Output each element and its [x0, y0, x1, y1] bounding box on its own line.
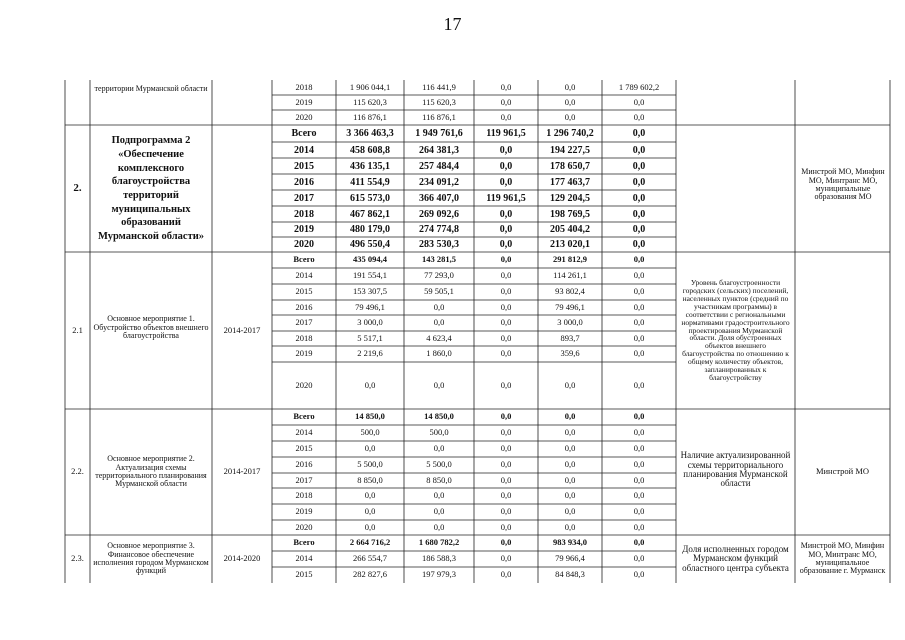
- value-cell: 79 496,1: [355, 301, 385, 312]
- value-cell: 234 091,2: [419, 176, 459, 188]
- value-cell: 0,0: [499, 176, 513, 188]
- m23-number: 2.3.: [71, 553, 84, 564]
- value-cell: 0,0: [633, 443, 645, 454]
- sub2-number: 2.: [73, 182, 82, 195]
- year-cell: 2019: [295, 506, 313, 517]
- value-cell: 0,0: [632, 208, 646, 220]
- value-cell: 0,0: [564, 411, 576, 422]
- value-cell: 115 620,3: [422, 96, 456, 107]
- year-cell: 2016: [295, 459, 313, 470]
- value-cell: 0,0: [500, 317, 512, 328]
- value-cell: 5 500,0: [426, 459, 452, 470]
- value-cell: 0,0: [633, 254, 645, 265]
- value-cell: 0,0: [564, 490, 576, 501]
- value-cell: 153 307,5: [353, 286, 387, 297]
- value-cell: 0,0: [632, 128, 646, 139]
- value-cell: 1 860,0: [426, 348, 452, 359]
- value-cell: 0,0: [632, 192, 646, 204]
- value-cell: 496 550,4: [350, 239, 390, 250]
- value-cell: 0,0: [633, 490, 645, 501]
- value-cell: 0,0: [633, 111, 645, 122]
- year-cell: Всего: [291, 128, 317, 139]
- page-number: 17: [443, 14, 462, 34]
- value-cell: 143 281,5: [422, 254, 456, 265]
- value-cell: 0,0: [564, 379, 576, 390]
- year-cell: 2019: [295, 348, 313, 359]
- year-cell: 2014: [295, 427, 313, 438]
- value-cell: 4 623,4: [426, 332, 452, 343]
- value-cell: 0,0: [500, 474, 512, 485]
- value-cell: 0,0: [633, 411, 645, 422]
- value-cell: 500,0: [360, 427, 380, 438]
- value-cell: 198 769,5: [550, 208, 590, 220]
- value-cell: 2 219,6: [357, 348, 383, 359]
- value-cell: 0,0: [564, 459, 576, 470]
- value-cell: 79 496,1: [555, 301, 585, 312]
- value-cell: 0,0: [364, 379, 376, 390]
- m22-number: 2.2.: [71, 466, 84, 477]
- m21-period: 2014-2017: [223, 324, 261, 335]
- year-cell: 2020: [295, 111, 313, 122]
- value-cell: 59 505,1: [424, 286, 454, 297]
- value-cell: 266 554,7: [353, 553, 387, 564]
- year-cell: Всего: [293, 254, 315, 265]
- value-cell: 0,0: [632, 224, 646, 235]
- value-cell: 0,0: [564, 96, 576, 107]
- m22-indicator: Наличие актуализированной схемы территориального планирования Мурманской области: [680, 450, 791, 489]
- value-cell: 213 020,1: [550, 239, 590, 250]
- year-cell: 2018: [295, 332, 313, 343]
- value-cell: 14 850,0: [424, 411, 454, 422]
- value-cell: 0,0: [564, 427, 576, 438]
- value-cell: 93 802,4: [555, 286, 585, 297]
- value-cell: 0,0: [499, 160, 513, 172]
- value-cell: 0,0: [433, 317, 445, 328]
- value-cell: 0,0: [500, 553, 512, 564]
- value-cell: 0,0: [500, 332, 512, 343]
- value-cell: 0,0: [500, 286, 512, 297]
- value-cell: 436 135,1: [350, 160, 390, 172]
- year-cell: 2020: [294, 239, 314, 250]
- value-cell: 197 979,3: [422, 569, 456, 580]
- value-cell: 0,0: [632, 176, 646, 188]
- value-cell: 0,0: [364, 490, 376, 501]
- value-cell: 0,0: [500, 490, 512, 501]
- year-cell: 2017: [294, 192, 314, 204]
- value-cell: 0,0: [500, 537, 512, 548]
- m21-name: Основное мероприятие 1. Обустройство объектов внешнего благоустройства: [93, 314, 209, 341]
- value-cell: 0,0: [564, 81, 576, 92]
- year-cell: 2017: [295, 317, 313, 328]
- year-cell: 2015: [295, 443, 313, 454]
- year-cell: 2019: [294, 224, 314, 235]
- m22-period: 2014-2017: [223, 466, 261, 477]
- m23-name: Основное мероприятие 3. Финансовое обеспечение исполнения городом Мурманском функций: [93, 541, 209, 576]
- value-cell: 0,0: [364, 506, 376, 517]
- value-cell: 115 620,3: [353, 96, 387, 107]
- value-cell: 177 463,7: [550, 176, 590, 188]
- value-cell: 0,0: [633, 317, 645, 328]
- value-cell: 0,0: [633, 553, 645, 564]
- year-cell: 2019: [295, 96, 313, 107]
- value-cell: 0,0: [500, 254, 512, 265]
- value-cell: 2 664 716,2: [349, 537, 391, 548]
- value-cell: 0,0: [633, 348, 645, 359]
- year-cell: 2020: [295, 379, 313, 390]
- value-cell: 0,0: [633, 537, 645, 548]
- value-cell: 458 608,8: [350, 144, 390, 156]
- value-cell: 0,0: [564, 111, 576, 122]
- value-cell: 0,0: [633, 521, 645, 532]
- value-cell: 77 293,0: [424, 270, 454, 281]
- year-cell: 2014: [295, 270, 313, 281]
- value-cell: 129 204,5: [550, 192, 590, 204]
- value-cell: 0,0: [633, 379, 645, 390]
- year-cell: 2014: [294, 144, 314, 156]
- sub2-name: Подпрограмма 2 «Обеспечение комплексного благоустройства территорий муниципальных образований Мурманской области»: [97, 135, 205, 242]
- value-cell: 194 227,5: [550, 144, 590, 156]
- value-cell: 359,6: [560, 348, 580, 359]
- year-cell: 2015: [295, 286, 313, 297]
- value-cell: 0,0: [564, 506, 576, 517]
- value-cell: 0,0: [364, 443, 376, 454]
- value-cell: 0,0: [433, 521, 445, 532]
- value-cell: 0,0: [364, 521, 376, 532]
- year-cell: 2020: [295, 521, 313, 532]
- year-cell: Всего: [293, 411, 315, 422]
- year-cell: 2018: [295, 490, 313, 501]
- value-cell: 411 554,9: [350, 176, 390, 188]
- value-cell: 0,0: [633, 569, 645, 580]
- m22-executors: Минстрой МО: [815, 466, 870, 477]
- value-cell: 282 827,6: [353, 569, 387, 580]
- m21-number: 2.1: [72, 324, 83, 335]
- value-cell: 116 876,1: [353, 111, 387, 122]
- value-cell: 116 441,9: [422, 81, 456, 92]
- value-cell: 178 650,7: [550, 160, 590, 172]
- value-cell: 84 848,3: [555, 569, 585, 580]
- year-cell: 2018: [295, 81, 313, 92]
- m23-indicator: Доля исполненных городом Мурманском функций областного центра субъекта: [682, 543, 789, 573]
- value-cell: 0,0: [499, 239, 513, 250]
- value-cell: 8 850,0: [426, 474, 452, 485]
- value-cell: 0,0: [633, 427, 645, 438]
- value-cell: 0,0: [633, 301, 645, 312]
- value-cell: 1 680 782,2: [418, 537, 460, 548]
- value-cell: 0,0: [500, 270, 512, 281]
- value-cell: 615 573,0: [350, 192, 390, 204]
- year-cell: 2015: [295, 569, 313, 580]
- value-cell: 500,0: [429, 427, 449, 438]
- value-cell: 0,0: [500, 427, 512, 438]
- value-cell: 0,0: [632, 144, 646, 156]
- value-cell: 0,0: [433, 379, 445, 390]
- value-cell: 0,0: [500, 96, 512, 107]
- value-cell: 0,0: [500, 443, 512, 454]
- value-cell: 0,0: [633, 332, 645, 343]
- value-cell: 0,0: [564, 474, 576, 485]
- value-cell: 0,0: [633, 270, 645, 281]
- value-cell: 0,0: [500, 411, 512, 422]
- year-cell: 2014: [295, 553, 313, 564]
- value-cell: 79 966,4: [555, 553, 585, 564]
- value-cell: 0,0: [633, 506, 645, 517]
- value-cell: 119 961,5: [486, 128, 526, 139]
- value-cell: 480 179,0: [350, 224, 390, 235]
- value-cell: 366 407,0: [419, 192, 459, 204]
- value-cell: 0,0: [500, 569, 512, 580]
- value-cell: 983 934,0: [553, 537, 587, 548]
- value-cell: 0,0: [499, 144, 513, 156]
- value-cell: 0,0: [500, 81, 512, 92]
- value-cell: 1 906 044,1: [349, 81, 391, 92]
- value-cell: 467 862,1: [350, 208, 390, 220]
- value-cell: 0,0: [433, 490, 445, 501]
- year-cell: 2017: [295, 474, 313, 485]
- value-cell: 0,0: [632, 239, 646, 250]
- value-cell: 3 000,0: [357, 317, 383, 328]
- value-cell: 0,0: [633, 286, 645, 297]
- value-cell: 274 774,8: [419, 224, 459, 235]
- value-cell: 5 500,0: [357, 459, 383, 470]
- value-cell: 0,0: [499, 224, 513, 235]
- year-cell: Всего: [293, 537, 315, 548]
- value-cell: 291 812,9: [553, 254, 587, 265]
- year-cell: 2015: [294, 160, 314, 172]
- m22-name: Основное мероприятие 2. Актуализация схемы территориального планирования Мурманской области: [95, 454, 207, 489]
- value-cell: 8 850,0: [357, 474, 383, 485]
- value-cell: 257 484,4: [419, 160, 459, 172]
- year-cell: 2016: [294, 176, 314, 188]
- value-cell: 205 404,2: [550, 224, 590, 235]
- sub2-executors: Минстрой МО, Минфин МО, Минтранс МО, муниципальные образования МО: [801, 167, 885, 202]
- value-cell: 0,0: [500, 379, 512, 390]
- value-cell: 14 850,0: [355, 411, 385, 422]
- value-cell: 0,0: [500, 301, 512, 312]
- year-cell: 2018: [294, 208, 314, 220]
- value-cell: 0,0: [632, 160, 646, 172]
- value-cell: 0,0: [500, 521, 512, 532]
- value-cell: 0,0: [564, 443, 576, 454]
- value-cell: 893,7: [560, 332, 580, 343]
- value-cell: 114 261,1: [553, 270, 587, 281]
- value-cell: 0,0: [433, 443, 445, 454]
- value-cell: 0,0: [433, 506, 445, 517]
- value-cell: 435 094,4: [353, 254, 387, 265]
- value-cell: 3 000,0: [557, 317, 583, 328]
- value-cell: 0,0: [633, 96, 645, 107]
- m23-executors: Минстрой МО, Минфин МО, Минтранс МО, муниципальное образование г. Мурманск: [799, 541, 886, 576]
- value-cell: 0,0: [500, 459, 512, 470]
- value-cell: 5 517,1: [357, 332, 383, 343]
- m23-period: 2014-2020: [223, 553, 261, 564]
- value-cell: 0,0: [633, 474, 645, 485]
- value-cell: 0,0: [500, 506, 512, 517]
- value-cell: 0,0: [433, 301, 445, 312]
- value-cell: 0,0: [633, 459, 645, 470]
- value-cell: 283 530,3: [419, 239, 459, 250]
- value-cell: 1 296 740,2: [546, 128, 594, 139]
- value-cell: 269 092,6: [419, 208, 459, 220]
- value-cell: 3 366 463,3: [346, 128, 394, 139]
- m21-indicator: Уровень благоустроенности городских (сельских) поселений, населенных пунктов (средний по участникам программы) в соответствии с региональными нормативами градостроительного проектирования Мурманской области. Доля обустроенных объектов внешнего благоустройства по отношению к общему количеству объектов, запланированных к благоустройству: [681, 278, 790, 382]
- value-cell: 0,0: [500, 348, 512, 359]
- value-cell: 186 588,3: [422, 553, 456, 564]
- value-cell: 0,0: [499, 208, 513, 220]
- value-cell: 264 381,3: [419, 144, 459, 156]
- value-cell: 1 949 761,6: [415, 128, 463, 139]
- top-name: территории Мурманской области: [94, 83, 208, 93]
- value-cell: 191 554,1: [353, 270, 387, 281]
- value-cell: 119 961,5: [486, 192, 526, 204]
- value-cell: 1 789 602,2: [618, 81, 660, 92]
- value-cell: 116 876,1: [422, 111, 456, 122]
- value-cell: 0,0: [500, 111, 512, 122]
- year-cell: 2016: [295, 301, 313, 312]
- value-cell: 0,0: [564, 521, 576, 532]
